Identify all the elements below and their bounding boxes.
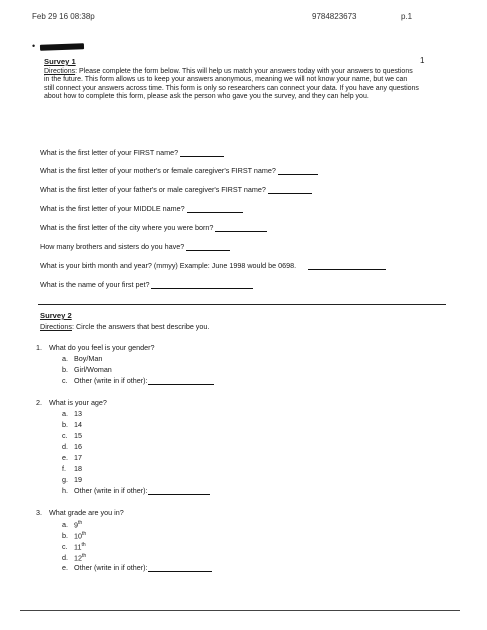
directions-text: : Circle the answers that best describe you. xyxy=(71,322,210,331)
directions-label: Directions xyxy=(44,68,76,75)
ordinal-suffix: th xyxy=(82,531,87,537)
page-number: 1 xyxy=(420,56,425,65)
survey2-question-2 xyxy=(36,398,107,407)
survey2-question-3 xyxy=(36,508,124,517)
survey2-directions xyxy=(40,322,209,331)
option-grade-12[interactable] xyxy=(62,552,86,562)
question-text: What is the first letter of your MIDDLE name? xyxy=(40,204,185,213)
option-letter: g. xyxy=(62,475,68,484)
question-text: What is the first letter of the city where you were born? xyxy=(40,223,214,232)
survey2-title: Survey 2 xyxy=(40,311,72,320)
directions-line-2: in the future. This form allows us to keep your answers anonymous, meaning we will not know your name, but we can xyxy=(44,76,408,84)
bullet-mark: • xyxy=(32,41,36,51)
option-text: Boy/Man xyxy=(74,354,103,363)
option-letter: b. xyxy=(62,531,68,541)
survey1-directions xyxy=(44,68,454,101)
option-text: Other (write in if other): xyxy=(74,486,148,495)
answer-blank[interactable] xyxy=(151,280,253,289)
option-text: 16 xyxy=(74,442,82,451)
option-text: 10 xyxy=(74,531,82,541)
question-number: 2. xyxy=(36,398,42,407)
question-text: How many brothers and sisters do you have? xyxy=(40,242,185,251)
question-text: What is the name of your first pet? xyxy=(40,280,150,289)
option-letter: a. xyxy=(62,520,68,530)
question-text: What do you feel is your gender? xyxy=(49,343,155,352)
question-text: What is the first letter of your FIRST name? xyxy=(40,148,179,157)
option-text: 13 xyxy=(74,409,82,418)
option-letter: f. xyxy=(62,464,66,473)
option-text: 19 xyxy=(74,475,82,484)
question-number: 3. xyxy=(36,508,42,517)
survey2-question-1 xyxy=(36,343,154,352)
survey1-question-3 xyxy=(40,185,312,194)
option-grade-other[interactable] xyxy=(62,563,212,572)
question-text: What is the first letter of your mother's or female caregiver's FIRST name? xyxy=(40,166,276,175)
option-text: 14 xyxy=(74,420,82,429)
option-age-16[interactable] xyxy=(62,442,82,451)
fax-phone: 9784823673 xyxy=(312,12,357,21)
question-text: What is your age? xyxy=(49,398,107,407)
answer-blank[interactable] xyxy=(187,204,243,213)
option-letter: b. xyxy=(62,420,68,429)
option-text: 18 xyxy=(74,464,82,473)
survey1-question-1 xyxy=(40,148,224,157)
survey1-question-5 xyxy=(40,223,267,232)
option-letter: a. xyxy=(62,409,68,418)
option-grade-9[interactable] xyxy=(62,519,82,529)
option-text: 15 xyxy=(74,431,82,440)
option-text: Other (write in if other): xyxy=(74,563,148,572)
survey1-question-7 xyxy=(40,261,386,270)
option-age-19[interactable] xyxy=(62,475,82,484)
option-age-17[interactable] xyxy=(62,453,82,462)
section-divider xyxy=(38,304,446,305)
option-girl-woman[interactable] xyxy=(62,365,112,374)
ordinal-suffix: th xyxy=(78,520,83,526)
option-text: Other (write in if other): xyxy=(74,376,148,385)
question-text: What grade are you in? xyxy=(49,508,124,517)
survey1-question-2 xyxy=(40,166,318,175)
bottom-rule xyxy=(20,610,460,611)
ordinal-suffix: th xyxy=(82,553,87,559)
option-letter: d. xyxy=(62,553,68,563)
option-text: Girl/Woman xyxy=(74,365,112,374)
survey1-title: Survey 1 xyxy=(44,57,76,66)
option-age-13[interactable] xyxy=(62,409,82,418)
option-grade-11[interactable] xyxy=(62,541,86,551)
question-text: What is the first letter of your father's or male caregiver's FIRST name? xyxy=(40,185,266,194)
option-letter: b. xyxy=(62,365,68,374)
directions-line-4: about how to complete this form, please ask the person who gave you the survey, and they can help you. xyxy=(44,92,369,100)
option-age-18[interactable] xyxy=(62,464,82,473)
option-boy-man[interactable] xyxy=(62,354,102,363)
option-letter: a. xyxy=(62,354,68,363)
fax-page: p.1 xyxy=(401,12,413,21)
write-in-blank[interactable] xyxy=(148,486,210,495)
option-text: 9 xyxy=(74,520,78,530)
option-letter: h. xyxy=(62,486,68,495)
option-age-14[interactable] xyxy=(62,420,82,429)
fax-datetime: Feb 29 16 08:38p xyxy=(32,12,95,21)
option-letter: c. xyxy=(62,542,68,552)
ordinal-suffix: th xyxy=(81,542,86,548)
answer-blank[interactable] xyxy=(268,185,312,194)
answer-blank[interactable] xyxy=(308,261,386,270)
survey1-question-4 xyxy=(40,204,243,213)
question-number: 1. xyxy=(36,343,42,352)
option-grade-10[interactable] xyxy=(62,530,86,540)
option-age-15[interactable] xyxy=(62,431,82,440)
write-in-blank[interactable] xyxy=(148,563,212,572)
answer-blank[interactable] xyxy=(180,148,224,157)
directions-line-1: : Please complete the form below. This will help us match your answers today with your answers to questions xyxy=(75,68,413,75)
answer-blank[interactable] xyxy=(278,166,318,175)
option-text: 11 xyxy=(74,542,82,552)
directions-line-3: still connect your answers across time. This form is only so researchers can connect your data. If you have any questions xyxy=(44,84,419,92)
option-age-other[interactable] xyxy=(62,486,210,495)
survey1-question-8 xyxy=(40,280,253,289)
directions-label: Directions xyxy=(40,322,72,331)
option-letter: e. xyxy=(62,453,68,462)
option-text: 17 xyxy=(74,453,82,462)
answer-blank[interactable] xyxy=(215,223,267,232)
write-in-blank[interactable] xyxy=(148,376,214,385)
option-letter: c. xyxy=(62,376,68,385)
option-letter: d. xyxy=(62,442,68,451)
option-letter: e. xyxy=(62,563,68,572)
answer-blank[interactable] xyxy=(186,242,230,251)
option-letter: c. xyxy=(62,431,68,440)
option-gender-other[interactable] xyxy=(62,376,214,385)
question-text: What is your birth month and year? (mmyy) Example: June 1998 would be 0698. xyxy=(40,261,297,270)
option-text: 12 xyxy=(74,553,82,563)
redacted-mark xyxy=(40,43,84,51)
survey1-question-6 xyxy=(40,242,230,251)
